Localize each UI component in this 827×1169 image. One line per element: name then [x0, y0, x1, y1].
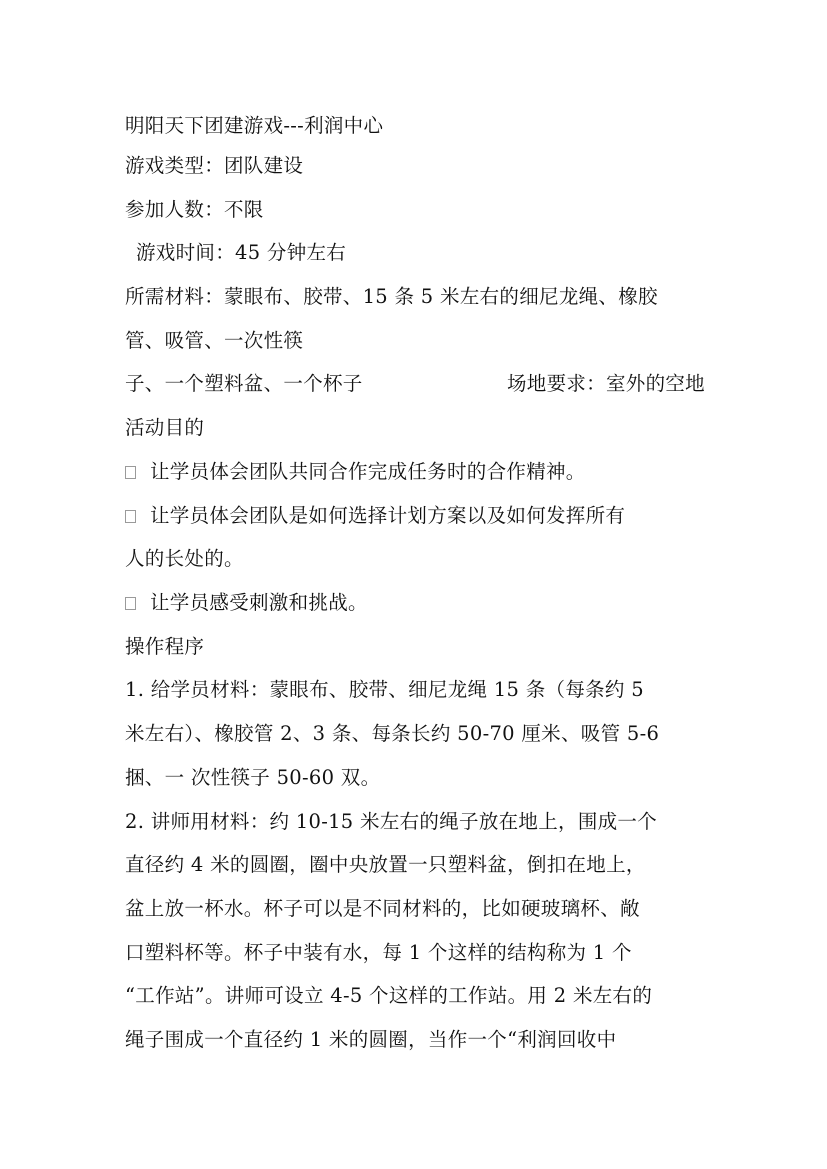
- objectives-heading: 活动目的: [125, 416, 205, 439]
- procedure-step-1-line: 1. 给学员材料：蒙眼布、胶带、细尼龙绳 15 条（每条约 5: [125, 678, 644, 701]
- objective-item-3: [125, 591, 705, 615]
- materials-line-1: [125, 285, 705, 309]
- bullet-box-icon: [125, 466, 136, 479]
- bullet-box-icon: [125, 510, 136, 523]
- document-title: 明阳天下团建游戏---利润中心: [125, 114, 384, 137]
- materials-text-3: 子、一个塑料盆、一个杯子: [125, 372, 363, 395]
- bullet-box-icon: [125, 597, 136, 610]
- game-type: 游戏类型：团队建设: [125, 154, 304, 177]
- procedure-step-2-line: 绳子围成一个直径约 1 米的圆圈，当作一个“利润回收中: [125, 1028, 617, 1051]
- objective-text-2: 让学员体会团队是如何选择计划方案以及如何发挥所有: [150, 504, 626, 527]
- procedure-heading: 操作程序: [125, 635, 205, 658]
- materials-text-1: 所需材料：蒙眼布、胶带、15 条 5 米左右的细尼龙绳、橡胶: [125, 285, 658, 308]
- materials-line-3: [125, 372, 705, 396]
- objective-item-1: [125, 460, 705, 484]
- procedure-step-2-line: 口塑料杯等。杯子中装有水，每 1 个这样的结构称为 1 个: [125, 941, 632, 964]
- procedure-step-2-line: 2. 讲师用材料：约 10-15 米左右的绳子放在地上，围成一个: [125, 810, 658, 833]
- duration: 游戏时间：45 分钟左右: [136, 241, 347, 264]
- participants: 参加人数：不限: [125, 198, 264, 221]
- procedure-step-1-line: 捆、一 次性筷子 50-60 双。: [125, 766, 381, 789]
- objective-item-2: [125, 504, 705, 528]
- objective-text-3: 让学员感受刺激和挑战。: [150, 591, 368, 614]
- procedure-step-2-line: 直径约 4 米的圆圈，圈中央放置一只塑料盆，倒扣在地上，: [125, 853, 646, 876]
- venue-requirement: 场地要求：室外的空地: [506, 372, 705, 395]
- procedure-step-2-line: 盆上放一杯水。杯子可以是不同材料的，比如硬玻璃杯、敞: [125, 897, 640, 920]
- objective-text-2-continued: 人的长处的。: [125, 547, 244, 570]
- procedure-step-1-line: 米左右）、橡胶管 2、3 条、每条长约 50-70 厘米、吸管 5-6: [125, 722, 660, 745]
- materials-line-2: 管、吸管、一次性筷: [125, 329, 304, 352]
- procedure-step-2-line: “工作站”。讲师可设立 4-5 个这样的工作站。用 2 米左右的: [125, 984, 653, 1007]
- objective-text-1: 让学员体会团队共同合作完成任务时的合作精神。: [150, 460, 586, 483]
